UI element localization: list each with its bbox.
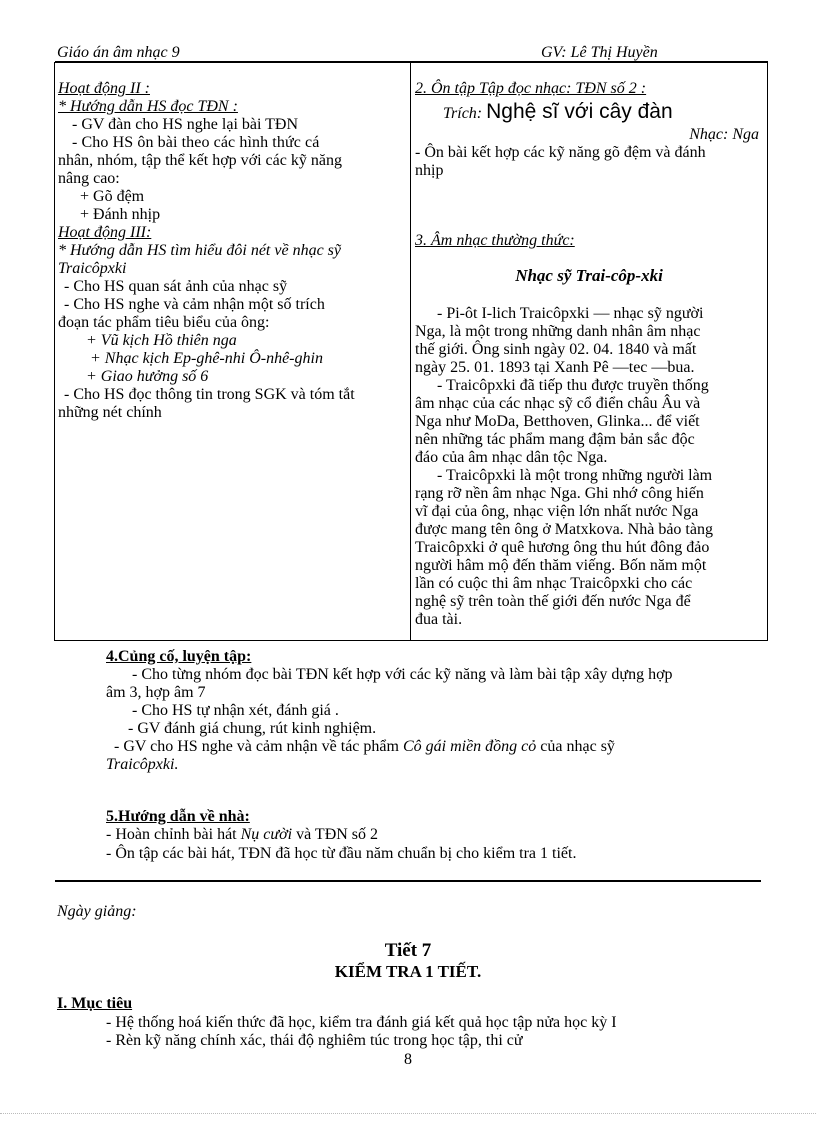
left-line: nâng cao: <box>58 170 120 187</box>
review-heading: 2. Ôn tập Tập đọc nhạc: TĐN số 2 : <box>415 80 647 97</box>
section-4-line: - GV cho HS nghe và cảm nhận về tác phẩm Cô gái miền đồng cỏ của nhạc sỹ <box>114 738 615 755</box>
biography-line: - Pi-ôt I-lich Traicôpxki — nhạc sỹ người <box>437 305 704 322</box>
paragraph-2 <box>415 377 761 467</box>
left-bullet: + Đánh nhịp <box>80 206 161 223</box>
song-title: Nghệ sĩ với cây đàn <box>486 100 673 123</box>
biography-line: đáo của âm nhạc dân tộc Nga. <box>415 449 608 466</box>
left-line: nhân, nhóm, tập thể kết hợp với các kỹ năng <box>58 152 342 169</box>
excerpt-label: Trích: <box>443 105 483 122</box>
left-line: đoạn tác phẩm tiêu biểu của ông: <box>58 314 270 331</box>
work-item: + Nhạc kịch Ep-ghê-nhi Ô-nhê-ghin <box>90 350 323 367</box>
left-line: - Cho HS ôn bài theo các hình thức cá <box>72 134 320 151</box>
right-column <box>415 80 763 180</box>
section-rule <box>55 880 761 882</box>
section-4-line: Traicôpxki. <box>106 756 179 773</box>
song-name: Nụ cười <box>240 826 293 843</box>
left-line: - Cho HS đọc thông tin trong SGK và tóm tắt <box>64 386 355 403</box>
biography-line: nghệ sỹ trên toàn thế giới đến nước Nga để <box>415 593 691 610</box>
section-4-line: âm 3, hợp âm 7 <box>106 684 206 701</box>
page-edge <box>0 1113 816 1114</box>
right-line: - Ôn bài kết hợp các kỹ năng gõ đệm và đánh <box>415 144 706 161</box>
left-column <box>58 80 404 422</box>
composer-heading: Nhạc sỹ Trai-côp-xki <box>515 266 663 285</box>
paragraph-3 <box>415 467 761 629</box>
table-divider <box>410 62 411 641</box>
biography-line: vĩ đại của ông, nhạc viện lớn nhất nước Nga <box>415 503 699 520</box>
teaching-date: Ngày giảng: <box>57 903 137 920</box>
section-4-title: 4.Củng cố, luyện tập: <box>106 648 252 665</box>
biography-line: rạng rỡ nền âm nhạc Nga. Ghi nhớ công hiến <box>415 485 704 502</box>
left-line: - Cho HS quan sát ảnh của nhạc sỹ <box>64 278 288 295</box>
lesson-period: Tiết 7 <box>384 940 432 961</box>
biography-line: Traicôpxki ở quê hương ông thu hút đông đảo <box>415 539 710 556</box>
activity-3-sub: * Hướng dẫn HS tìm hiểu đôi nét về nhạc sỹ <box>58 242 341 259</box>
activity-3-heading: Hoạt động III: <box>58 224 152 241</box>
biography-line: nên những tác phẩm mang đậm bản sắc độc <box>415 431 695 448</box>
work-item: + Giao hưởng số 6 <box>86 368 209 385</box>
song-line <box>415 98 763 126</box>
section-4-line: - Cho từng nhóm đọc bài TĐN kết hợp với các kỹ năng và làm bài tập xây dựng hợp <box>132 666 673 683</box>
objective-line: - Rèn kỹ năng chính xác, thái độ nghiêm túc trong học tập, thi cử <box>106 1032 523 1049</box>
section-5-line: - Ôn tập các bài hát, TĐN đã học từ đầu năm chuẩn bị cho kiểm tra 1 tiết. <box>106 845 577 862</box>
biography <box>415 305 761 629</box>
biography-line: âm nhạc của các nhạc sỹ cổ điển châu Âu và <box>415 395 701 412</box>
right-line: nhịp <box>415 162 444 179</box>
section-5-line: - Hoàn chỉnh bài hát Nụ cười và TĐN số 2 <box>106 826 379 843</box>
biography-line: Nga, là một trong những danh nhân âm nhạc <box>415 323 701 340</box>
activity-2-heading: Hoạt động II : <box>58 80 150 97</box>
work-item: + Vũ kịch Hồ thiên nga <box>86 332 237 349</box>
biography-line: được mang tên ông ở Matxkova. Nhà bảo tàng <box>415 521 713 538</box>
appreciation-heading: 3. Âm nhạc thường thức: <box>415 232 575 249</box>
biography-line: - Traicôpxki đã tiếp thu được truyền thống <box>437 377 709 394</box>
biography-line: Nga như MoDa, Betthoven, Glinka... để viết <box>415 413 700 430</box>
biography-line: thế giới. Ông sinh ngày 02. 04. 1840 và mất <box>415 341 697 358</box>
left-line: - Cho HS nghe và cảm nhận một số trích <box>64 296 325 313</box>
biography-line: người hâm mộ đến thăm viếng. Bốn năm một <box>415 557 707 574</box>
music-appreciation <box>415 232 763 250</box>
objective-line: - Hệ thống hoá kiến thức đã học, kiểm tra đánh giá kết quả học tập nửa học kỳ I <box>106 1014 617 1031</box>
objectives-title: I. Mục tiêu <box>57 995 133 1012</box>
lesson-title: KIỂM TRA 1 TIẾT. <box>334 962 482 981</box>
composer: Nhạc: Nga <box>689 126 759 143</box>
left-bullet: + Gõ đệm <box>80 188 145 205</box>
work-title: Cô gái miền đồng cỏ <box>402 738 537 755</box>
section-4-line: - Cho HS tự nhận xét, đánh giá . <box>132 702 339 719</box>
header-left: Giáo án âm nhạc 9 <box>57 44 180 61</box>
biography-line: - Traicôpxki là một trong những người làm <box>437 467 713 484</box>
biography-line: ngày 25. 01. 1893 tại Xanh Pê —tec —bua. <box>415 359 695 376</box>
page-number: 8 <box>404 1051 412 1068</box>
biography-line: đua tài. <box>415 611 463 628</box>
activity-3-sub: Traicôpxki <box>58 260 127 277</box>
section-5-title: 5.Hướng dẫn về nhà: <box>106 808 250 825</box>
activity-2-sub: * Hướng dẫn HS đọc TĐN : <box>58 98 238 115</box>
header-right: GV: Lê Thị Huyền <box>541 44 658 61</box>
biography-line: lần có cuộc thi âm nhạc Traicôpxki cho các <box>415 575 693 592</box>
section-4-line: - GV đánh giá chung, rút kinh nghiệm. <box>128 720 377 737</box>
paragraph-1 <box>415 305 761 377</box>
left-line: - GV đàn cho HS nghe lại bài TĐN <box>72 116 299 133</box>
left-line: những nét chính <box>58 404 162 421</box>
